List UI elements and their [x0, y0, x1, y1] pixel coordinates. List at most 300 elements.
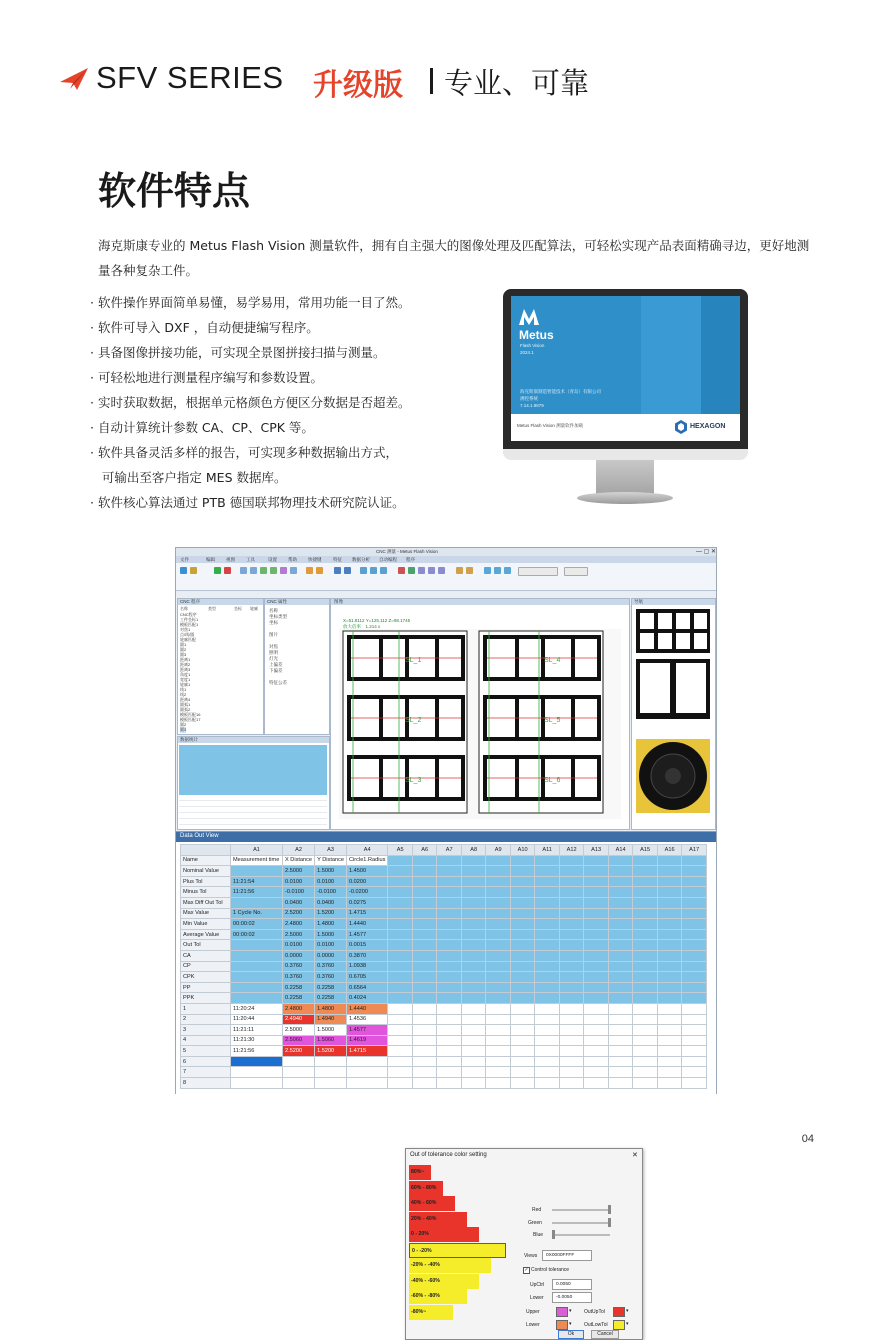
- table-cell[interactable]: [486, 1035, 511, 1046]
- table-cell[interactable]: 1.4715: [347, 908, 388, 919]
- circle-icon[interactable]: [260, 567, 267, 574]
- table-cell[interactable]: 11:21:11: [231, 1025, 283, 1036]
- table-cell[interactable]: [461, 1078, 486, 1089]
- table-cell[interactable]: [486, 1014, 511, 1025]
- table-cell[interactable]: 0.2258: [315, 993, 347, 1004]
- table-cell[interactable]: [633, 929, 658, 940]
- table-cell[interactable]: [388, 1056, 413, 1067]
- table-cell[interactable]: [388, 919, 413, 930]
- table-cell[interactable]: 11:21:56: [231, 1046, 283, 1057]
- table-cell[interactable]: [657, 866, 682, 877]
- table-cell[interactable]: [388, 1046, 413, 1057]
- table-cell[interactable]: [535, 866, 560, 877]
- table-cell[interactable]: [231, 866, 283, 877]
- table-cell[interactable]: [461, 1025, 486, 1036]
- table-cell[interactable]: [535, 950, 560, 961]
- table-cell[interactable]: [486, 1067, 511, 1078]
- table-cell[interactable]: [388, 982, 413, 993]
- table-cell[interactable]: [437, 940, 462, 951]
- table-cell[interactable]: [486, 1025, 511, 1036]
- table-cell[interactable]: [559, 929, 584, 940]
- table-cell[interactable]: [633, 993, 658, 1004]
- table-cell[interactable]: [657, 929, 682, 940]
- table-cell[interactable]: [437, 1078, 462, 1089]
- table-cell[interactable]: [437, 961, 462, 972]
- table-cell[interactable]: [682, 1025, 707, 1036]
- data-table[interactable]: [180, 844, 707, 1089]
- table-cell[interactable]: [486, 1003, 511, 1014]
- table-cell[interactable]: [510, 1003, 535, 1014]
- table-cell[interactable]: [283, 1056, 315, 1067]
- table-cell[interactable]: X Distance: [283, 855, 315, 866]
- table-cell[interactable]: [388, 876, 413, 887]
- table-cell[interactable]: [559, 1046, 584, 1057]
- row-header[interactable]: Average Value: [181, 929, 231, 940]
- column-header[interactable]: A1: [231, 845, 283, 856]
- menu-item[interactable]: 视图: [226, 557, 235, 562]
- table-cell[interactable]: [510, 866, 535, 877]
- table-cell[interactable]: [388, 1078, 413, 1089]
- table-cell[interactable]: [231, 950, 283, 961]
- column-header[interactable]: A4: [347, 845, 388, 856]
- chevron-down-icon[interactable]: ▾: [626, 1308, 629, 1314]
- table-cell[interactable]: [657, 940, 682, 951]
- image-canvas[interactable]: [330, 598, 630, 830]
- table-row[interactable]: [181, 1035, 707, 1046]
- table-cell[interactable]: [608, 1078, 633, 1089]
- tree-row[interactable]: 距离2: [180, 662, 191, 667]
- cancel-button[interactable]: Cancel: [591, 1330, 619, 1339]
- table-cell[interactable]: [412, 887, 437, 898]
- table-cell[interactable]: [682, 961, 707, 972]
- row-header[interactable]: 3: [181, 1025, 231, 1036]
- table-cell[interactable]: [486, 855, 511, 866]
- table-cell[interactable]: 11:20:24: [231, 1003, 283, 1014]
- table-cell[interactable]: -0.0200: [347, 887, 388, 898]
- window-controls[interactable]: — ▢ ✕: [696, 549, 717, 555]
- row-header[interactable]: PP: [181, 982, 231, 993]
- table-cell[interactable]: 1.5000: [315, 929, 347, 940]
- table-cell[interactable]: [510, 1046, 535, 1057]
- point-icon[interactable]: [240, 567, 247, 574]
- table-cell[interactable]: [535, 929, 560, 940]
- table-cell[interactable]: [437, 1003, 462, 1014]
- table-cell[interactable]: 1 Cycle No.: [231, 908, 283, 919]
- column-header[interactable]: A9: [486, 845, 511, 856]
- table-cell[interactable]: [535, 1046, 560, 1057]
- tolerance-band[interactable]: -60% - -80%: [409, 1289, 467, 1304]
- table-cell[interactable]: [657, 897, 682, 908]
- table-cell[interactable]: [388, 950, 413, 961]
- table-cell[interactable]: [559, 1056, 584, 1067]
- table-cell[interactable]: [231, 972, 283, 983]
- table-cell[interactable]: [633, 950, 658, 961]
- table-cell[interactable]: [461, 993, 486, 1004]
- column-header[interactable]: A14: [608, 845, 633, 856]
- menu-item[interactable]: 特征: [333, 557, 342, 562]
- table-cell[interactable]: 1.4800: [315, 1003, 347, 1014]
- table-cell[interactable]: [486, 993, 511, 1004]
- table-cell[interactable]: [682, 993, 707, 1004]
- row-header[interactable]: CA: [181, 950, 231, 961]
- table-cell[interactable]: [535, 908, 560, 919]
- tree-row[interactable]: 模板匹配1: [180, 622, 199, 627]
- table-cell[interactable]: 2.5200: [283, 908, 315, 919]
- table-cell[interactable]: [231, 961, 283, 972]
- table-cell[interactable]: [682, 1014, 707, 1025]
- tree-row[interactable]: 轮廓匹配: [180, 637, 196, 642]
- table-cell[interactable]: [412, 866, 437, 877]
- table-cell[interactable]: [388, 866, 413, 877]
- table-cell[interactable]: 0.0400: [283, 897, 315, 908]
- menu-item[interactable]: 设置: [268, 557, 277, 562]
- table-cell[interactable]: [283, 1078, 315, 1089]
- column-header[interactable]: A11: [535, 845, 560, 856]
- menu-item[interactable]: 编辑: [206, 557, 215, 562]
- table-cell[interactable]: [682, 929, 707, 940]
- table-cell[interactable]: [437, 1046, 462, 1057]
- table-cell[interactable]: [633, 876, 658, 887]
- views-field[interactable]: [542, 1250, 592, 1261]
- table-cell[interactable]: [633, 940, 658, 951]
- table-cell[interactable]: [461, 961, 486, 972]
- table-cell[interactable]: [510, 1078, 535, 1089]
- table-cell[interactable]: [584, 1078, 609, 1089]
- ok-button[interactable]: Ok: [558, 1330, 584, 1339]
- table-cell[interactable]: [510, 982, 535, 993]
- table-cell[interactable]: [633, 1067, 658, 1078]
- table-cell[interactable]: 0.3760: [283, 961, 315, 972]
- table-cell[interactable]: [657, 855, 682, 866]
- table-cell[interactable]: [388, 1003, 413, 1014]
- row-header[interactable]: Max Value: [181, 908, 231, 919]
- camera-icon[interactable]: [484, 567, 491, 574]
- cross-icon[interactable]: [398, 567, 405, 574]
- table-cell[interactable]: [535, 1078, 560, 1089]
- table-row[interactable]: [181, 897, 707, 908]
- menu-item[interactable]: 数据分析: [352, 557, 370, 562]
- table-cell[interactable]: [486, 950, 511, 961]
- control-tolerance-checkbox[interactable]: ✓: [524, 1267, 529, 1273]
- intersect-icon[interactable]: [370, 567, 377, 574]
- table-cell[interactable]: [231, 982, 283, 993]
- table-cell[interactable]: [461, 855, 486, 866]
- table-cell[interactable]: [486, 876, 511, 887]
- table-cell[interactable]: [412, 1003, 437, 1014]
- table-cell[interactable]: 1.4440: [347, 1003, 388, 1014]
- table-cell[interactable]: [510, 940, 535, 951]
- light-icon[interactable]: [494, 567, 501, 574]
- table-cell[interactable]: [486, 897, 511, 908]
- table-cell[interactable]: [510, 1014, 535, 1025]
- table-cell[interactable]: [388, 972, 413, 983]
- table-cell[interactable]: [584, 1056, 609, 1067]
- table-cell[interactable]: [437, 855, 462, 866]
- tolerance-band[interactable]: 60% - 80%: [409, 1181, 443, 1196]
- table-cell[interactable]: [559, 876, 584, 887]
- tree-row[interactable]: 线2: [180, 692, 187, 697]
- table-cell[interactable]: [584, 1067, 609, 1078]
- table-cell[interactable]: 0.0400: [315, 897, 347, 908]
- table-cell[interactable]: [510, 897, 535, 908]
- table-cell[interactable]: [486, 940, 511, 951]
- table-cell[interactable]: 1.4715: [347, 1046, 388, 1057]
- table-cell[interactable]: 2.5000: [283, 929, 315, 940]
- tree-row[interactable]: 距离1: [180, 657, 191, 662]
- tree-row[interactable]: 线1: [180, 687, 187, 692]
- table-cell[interactable]: 00:00:02: [231, 919, 283, 930]
- table-cell[interactable]: [437, 950, 462, 961]
- table-cell[interactable]: [682, 1056, 707, 1067]
- table-cell[interactable]: [608, 982, 633, 993]
- table-cell[interactable]: 1.5060: [315, 1035, 347, 1046]
- table-cell[interactable]: [608, 1067, 633, 1078]
- table-cell[interactable]: [633, 866, 658, 877]
- outuptol-color-swatch[interactable]: [613, 1307, 625, 1317]
- table-cell[interactable]: [486, 908, 511, 919]
- tree-row[interactable]: 距离4: [180, 697, 191, 702]
- table-cell[interactable]: [633, 1014, 658, 1025]
- table-cell[interactable]: [315, 1067, 347, 1078]
- table-cell[interactable]: [437, 1035, 462, 1046]
- row-header[interactable]: CPK: [181, 972, 231, 983]
- table-cell[interactable]: [510, 993, 535, 1004]
- folder-icon[interactable]: [190, 567, 197, 574]
- green-slider-thumb[interactable]: [608, 1218, 611, 1227]
- table-cell[interactable]: 1.5200: [315, 1046, 347, 1057]
- table-cell[interactable]: [461, 1003, 486, 1014]
- row-header[interactable]: PPK: [181, 993, 231, 1004]
- datum-icon[interactable]: [428, 567, 435, 574]
- table-row[interactable]: [181, 1014, 707, 1025]
- table-row[interactable]: [181, 982, 707, 993]
- tolerance-band[interactable]: -20% - -40%: [409, 1258, 491, 1273]
- row-header[interactable]: Minus Tol: [181, 887, 231, 898]
- table-cell[interactable]: [633, 1035, 658, 1046]
- table-cell[interactable]: 1.5000: [315, 866, 347, 877]
- table-cell[interactable]: [461, 972, 486, 983]
- table-cell[interactable]: [682, 897, 707, 908]
- table-cell[interactable]: 1.4619: [347, 1035, 388, 1046]
- row-header[interactable]: Name: [181, 855, 231, 866]
- table-cell[interactable]: [486, 919, 511, 930]
- table-cell[interactable]: [412, 950, 437, 961]
- table-cell[interactable]: [584, 876, 609, 887]
- table-row[interactable]: [181, 855, 707, 866]
- table-cell[interactable]: [461, 1056, 486, 1067]
- table-cell[interactable]: [633, 897, 658, 908]
- table-cell[interactable]: [461, 1014, 486, 1025]
- column-header[interactable]: A3: [315, 845, 347, 856]
- table-row[interactable]: [181, 940, 707, 951]
- table-cell[interactable]: [437, 876, 462, 887]
- table-cell[interactable]: 1.5200: [315, 908, 347, 919]
- table-cell[interactable]: [535, 993, 560, 1004]
- table-cell[interactable]: 11:21:56: [231, 887, 283, 898]
- table-cell[interactable]: [412, 1056, 437, 1067]
- table-cell[interactable]: [633, 919, 658, 930]
- out-of-tolerance-dialog[interactable]: [405, 1148, 643, 1340]
- table-cell[interactable]: [608, 919, 633, 930]
- table-cell[interactable]: [535, 972, 560, 983]
- tree-row[interactable]: CNC程序: [180, 612, 197, 617]
- table-cell[interactable]: [412, 876, 437, 887]
- tolerance-band[interactable]: 0 - 20%: [409, 1227, 479, 1242]
- table-cell[interactable]: [584, 855, 609, 866]
- tolerance-band[interactable]: 80%~: [409, 1165, 431, 1180]
- table-cell[interactable]: [657, 961, 682, 972]
- table-row[interactable]: [181, 876, 707, 887]
- table-cell[interactable]: [535, 855, 560, 866]
- table-cell[interactable]: 0.2258: [283, 993, 315, 1004]
- table-cell[interactable]: [412, 1046, 437, 1057]
- table-cell[interactable]: [461, 897, 486, 908]
- table-cell[interactable]: 0.0100: [315, 940, 347, 951]
- table-cell[interactable]: 0.3760: [315, 961, 347, 972]
- table-cell[interactable]: [608, 887, 633, 898]
- row-header[interactable]: 6: [181, 1056, 231, 1067]
- table-row[interactable]: [181, 1056, 707, 1067]
- table-cell[interactable]: [510, 1067, 535, 1078]
- table-cell[interactable]: [559, 897, 584, 908]
- table-cell[interactable]: [486, 1078, 511, 1089]
- table-cell[interactable]: [388, 929, 413, 940]
- table-cell[interactable]: 0.0200: [347, 876, 388, 887]
- table-cell[interactable]: [486, 887, 511, 898]
- slot-icon[interactable]: [290, 567, 297, 574]
- table-cell[interactable]: -0.0100: [315, 887, 347, 898]
- contour-icon[interactable]: [306, 567, 313, 574]
- table-cell[interactable]: [388, 855, 413, 866]
- table-cell[interactable]: 0.0100: [283, 940, 315, 951]
- table-cell[interactable]: [657, 919, 682, 930]
- table-cell[interactable]: [657, 1056, 682, 1067]
- ellipse-icon[interactable]: [280, 567, 287, 574]
- column-header[interactable]: A6: [412, 845, 437, 856]
- tree-row[interactable]: 圆2: [180, 647, 187, 652]
- table-cell[interactable]: [633, 1046, 658, 1057]
- table-cell[interactable]: [461, 982, 486, 993]
- table-row[interactable]: [181, 1003, 707, 1014]
- table-cell[interactable]: [608, 972, 633, 983]
- table-cell[interactable]: [412, 919, 437, 930]
- table-cell[interactable]: 0.0275: [347, 897, 388, 908]
- table-cell[interactable]: [682, 908, 707, 919]
- table-row[interactable]: [181, 929, 707, 940]
- table-cell[interactable]: [347, 1067, 388, 1078]
- table-cell[interactable]: 0.0100: [315, 876, 347, 887]
- lower-color-swatch[interactable]: [556, 1320, 568, 1330]
- red-slider[interactable]: [552, 1209, 610, 1211]
- table-cell[interactable]: [510, 929, 535, 940]
- table-cell[interactable]: Measurement time: [231, 855, 283, 866]
- table-cell[interactable]: [682, 1067, 707, 1078]
- red-slider-thumb[interactable]: [608, 1205, 611, 1214]
- angle-icon[interactable]: [344, 567, 351, 574]
- row-header[interactable]: 8: [181, 1078, 231, 1089]
- table-cell[interactable]: [657, 1067, 682, 1078]
- table-cell[interactable]: [633, 982, 658, 993]
- table-cell[interactable]: [461, 929, 486, 940]
- table-cell[interactable]: [584, 950, 609, 961]
- tree-row[interactable]: 圆2: [180, 722, 187, 727]
- tree-row[interactable]: 模板匹配16: [180, 712, 201, 717]
- table-cell[interactable]: [412, 908, 437, 919]
- table-cell[interactable]: [682, 1078, 707, 1089]
- table-cell[interactable]: [633, 1078, 658, 1089]
- table-cell[interactable]: 1.5000: [315, 1025, 347, 1036]
- table-cell[interactable]: [315, 1078, 347, 1089]
- table-cell[interactable]: [412, 993, 437, 1004]
- tree-row[interactable]: 圆弧2: [180, 707, 191, 712]
- table-cell[interactable]: [608, 876, 633, 887]
- table-cell[interactable]: [535, 887, 560, 898]
- row-header[interactable]: 7: [181, 1067, 231, 1078]
- table-cell[interactable]: [412, 982, 437, 993]
- report-icon[interactable]: [456, 567, 463, 574]
- table-cell[interactable]: 2.5200: [283, 1046, 315, 1057]
- table-cell[interactable]: [608, 1014, 633, 1025]
- table-cell[interactable]: [584, 897, 609, 908]
- table-cell[interactable]: [437, 919, 462, 930]
- table-cell[interactable]: 2.5000: [283, 866, 315, 877]
- table-cell[interactable]: [437, 1014, 462, 1025]
- table-cell[interactable]: [682, 1035, 707, 1046]
- table-cell[interactable]: 2.4940: [283, 1014, 315, 1025]
- table-cell[interactable]: [559, 855, 584, 866]
- table-cell[interactable]: [608, 993, 633, 1004]
- table-cell[interactable]: [633, 855, 658, 866]
- column-header[interactable]: A5: [388, 845, 413, 856]
- upper-color-swatch[interactable]: [556, 1307, 568, 1317]
- export-icon[interactable]: [466, 567, 473, 574]
- table-cell[interactable]: [486, 972, 511, 983]
- table-cell[interactable]: [510, 908, 535, 919]
- table-cell[interactable]: [412, 961, 437, 972]
- table-row[interactable]: [181, 1025, 707, 1036]
- table-cell[interactable]: [231, 1067, 283, 1078]
- tolerance-band[interactable]: 0 - -20%: [409, 1243, 506, 1258]
- table-cell[interactable]: [486, 961, 511, 972]
- table-cell[interactable]: [535, 1056, 560, 1067]
- table-cell[interactable]: 0.0000: [315, 950, 347, 961]
- tolerance-band[interactable]: 20% - 40%: [409, 1212, 467, 1227]
- row-header[interactable]: Min Value: [181, 919, 231, 930]
- table-cell[interactable]: [486, 929, 511, 940]
- table-cell[interactable]: 0.0100: [283, 876, 315, 887]
- table-cell[interactable]: [559, 940, 584, 951]
- table-cell[interactable]: [388, 887, 413, 898]
- table-cell[interactable]: Circle1.Radius: [347, 855, 388, 866]
- table-cell[interactable]: [559, 1025, 584, 1036]
- row-header[interactable]: Nominal Value: [181, 866, 231, 877]
- data-out-view[interactable]: [176, 831, 716, 1337]
- green-slider[interactable]: [552, 1222, 610, 1224]
- table-cell[interactable]: [388, 1067, 413, 1078]
- row-header[interactable]: 5: [181, 1046, 231, 1057]
- table-cell[interactable]: 1.4500: [347, 866, 388, 877]
- tree-row[interactable]: 角度1: [180, 672, 191, 677]
- menu-item[interactable]: 程序: [406, 557, 415, 562]
- table-cell[interactable]: [461, 1067, 486, 1078]
- table-cell[interactable]: [535, 1003, 560, 1014]
- table-cell[interactable]: [535, 1014, 560, 1025]
- table-cell[interactable]: [608, 897, 633, 908]
- table-cell[interactable]: [608, 1025, 633, 1036]
- table-cell[interactable]: [608, 1056, 633, 1067]
- table-cell[interactable]: [608, 855, 633, 866]
- tree-row[interactable]: 对焦1: [180, 627, 191, 632]
